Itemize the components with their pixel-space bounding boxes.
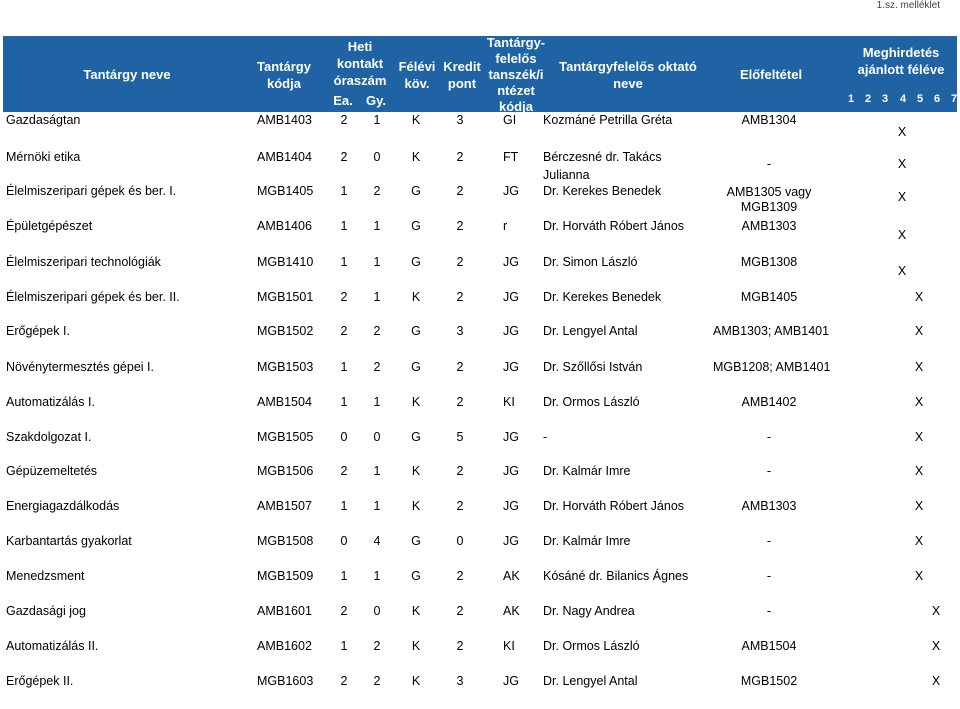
- subject-code: MGB1503: [257, 360, 314, 374]
- prerequisite: -: [766, 534, 772, 548]
- prerequisite: AMB1402: [741, 395, 797, 409]
- prerequisite: -: [766, 430, 772, 444]
- page-note: 1.sz. melléklet: [876, 0, 940, 11]
- department-code: JG: [503, 255, 519, 269]
- prerequisite: AMB1304: [741, 113, 797, 127]
- ea-hours: 0: [340, 430, 348, 444]
- table-row: [3, 182, 957, 214]
- header-weekly-hours-line: óraszám: [333, 73, 387, 88]
- gy-hours: 1: [373, 569, 381, 583]
- table-row: [3, 672, 957, 690]
- department-code: FT: [503, 150, 519, 164]
- teacher-name: Dr. Kalmár Imre: [543, 534, 631, 548]
- term-requirement: G: [411, 534, 421, 548]
- gy-hours: 1: [373, 395, 381, 409]
- ea-hours: 1: [340, 395, 348, 409]
- credit: 3: [456, 324, 464, 338]
- semester-mark: X: [931, 639, 941, 653]
- department-code: JG: [503, 324, 519, 338]
- header-credit-line: pont: [447, 76, 477, 91]
- semester-mark: X: [914, 360, 924, 374]
- subject-code: MGB1502: [257, 324, 314, 338]
- header-ea: Ea.: [333, 93, 353, 108]
- department-code: KI: [503, 639, 515, 653]
- gy-hours: 0: [373, 150, 381, 164]
- header-semester: [841, 44, 960, 78]
- table-row: [3, 602, 957, 620]
- header-department-line: tanszék/i: [488, 67, 544, 82]
- table-row: [3, 148, 957, 182]
- term-requirement: K: [411, 290, 421, 304]
- header-semester-line: Meghirdetés: [862, 45, 940, 60]
- prerequisite: -: [766, 569, 772, 583]
- term-requirement: G: [411, 184, 421, 198]
- teacher-name: Dr. Horváth Róbert János: [543, 219, 685, 233]
- credit: 3: [456, 113, 464, 127]
- term-requirement: K: [411, 464, 421, 478]
- teacher-name: Dr. Ormos László: [543, 639, 640, 653]
- credit: 2: [456, 360, 464, 374]
- semester-3: 3: [881, 93, 889, 105]
- ea-hours: 1: [340, 569, 348, 583]
- ea-hours: 1: [340, 639, 348, 653]
- teacher-name: Dr. Nagy Andrea: [543, 604, 635, 618]
- subject-code: MGB1509: [257, 569, 314, 583]
- semester-mark: X: [914, 290, 924, 304]
- department-code: JG: [503, 290, 519, 304]
- credit: 2: [456, 639, 464, 653]
- subject-name: Automatizálás II.: [6, 639, 99, 653]
- subject-name: Gazdaságtan: [6, 113, 81, 127]
- teacher-name: Dr. Szőllősi István: [543, 360, 643, 374]
- credit: 2: [456, 499, 464, 513]
- semester-mark: X: [914, 430, 924, 444]
- department-code: r: [503, 219, 508, 233]
- semester-mark: X: [897, 157, 907, 171]
- header-semester-line: ajánlott féléve: [857, 62, 945, 77]
- department-code: JG: [503, 534, 519, 548]
- header-teacher-line: neve: [613, 76, 643, 91]
- term-requirement: K: [411, 395, 421, 409]
- subject-code: MGB1405: [257, 184, 314, 198]
- prerequisite: AMB1305 vagy: [726, 185, 812, 199]
- subject-code: MGB1505: [257, 430, 314, 444]
- subject-code: AMB1406: [257, 219, 312, 233]
- subject-name: Erőgépek II.: [6, 674, 74, 688]
- semester-mark: X: [914, 534, 924, 548]
- teacher-name: Dr. Kalmár Imre: [543, 464, 631, 478]
- subject-name: Élelmiszeripari gépek és ber. I.: [6, 184, 177, 198]
- ea-hours: 1: [340, 184, 348, 198]
- gy-hours: 1: [373, 219, 381, 233]
- teacher-name: Kozmáné Petrilla Gréta: [543, 113, 673, 127]
- semester-7: 7: [950, 93, 958, 105]
- subject-name: Erőgépek I.: [6, 324, 70, 338]
- teacher-name: Kósáné dr. Bilanics Ágnes: [543, 569, 689, 583]
- teacher-name: Dr. Lengyel Antal: [543, 324, 638, 338]
- ea-hours: 0: [340, 534, 348, 548]
- term-requirement: G: [411, 255, 421, 269]
- table-row: [3, 393, 957, 411]
- prerequisite: MGB1405: [740, 290, 798, 304]
- gy-hours: 0: [373, 430, 381, 444]
- department-code: AK: [503, 569, 520, 583]
- ea-hours: 2: [340, 464, 348, 478]
- header-department-line: kódja: [499, 99, 533, 114]
- table-row: [3, 111, 957, 129]
- subject-name: Gépüzemeltetés: [6, 464, 98, 478]
- header-term-requirement: [393, 58, 441, 92]
- semester-mark: X: [914, 395, 924, 409]
- teacher-name: Dr. Simon László: [543, 255, 638, 269]
- semester-mark: X: [914, 569, 924, 583]
- teacher-name: Dr. Ormos László: [543, 395, 640, 409]
- credit: 2: [456, 464, 464, 478]
- header-weekly-hours-line: Heti: [347, 39, 373, 54]
- prerequisite: AMB1303: [741, 219, 797, 233]
- semester-mark: X: [897, 264, 907, 278]
- subject-name: Gazdasági jog: [6, 604, 86, 618]
- ea-hours: 2: [340, 324, 348, 338]
- header-department-line: Tantárgy-: [486, 35, 546, 50]
- credit: 0: [456, 534, 464, 548]
- subject-code: MGB1410: [257, 255, 314, 269]
- teacher-name: -: [543, 430, 548, 444]
- teacher-name: Dr. Kerekes Benedek: [543, 290, 662, 304]
- gy-hours: 1: [373, 499, 381, 513]
- subject-code: AMB1403: [257, 113, 312, 127]
- credit: 2: [456, 184, 464, 198]
- table-row: [3, 322, 957, 340]
- gy-hours: 2: [373, 674, 381, 688]
- gy-hours: 2: [373, 360, 381, 374]
- semester-mark: X: [914, 324, 924, 338]
- ea-hours: 2: [340, 113, 348, 127]
- header-gy: Gy.: [366, 93, 386, 108]
- term-requirement: K: [411, 150, 421, 164]
- gy-hours: 2: [373, 324, 381, 338]
- credit: 2: [456, 150, 464, 164]
- term-requirement: G: [411, 324, 421, 338]
- prerequisite: MGB1308: [740, 255, 798, 269]
- ea-hours: 2: [340, 674, 348, 688]
- prerequisite: MGB1502: [740, 674, 798, 688]
- term-requirement: G: [411, 360, 421, 374]
- department-code: JG: [503, 674, 519, 688]
- header-subject-code-line: Tantárgy: [257, 59, 311, 74]
- department-code: JG: [503, 499, 519, 513]
- header-department-line: ntézet: [497, 83, 535, 98]
- subject-name: Mérnöki etika: [6, 150, 81, 164]
- subject-name: Automatizálás I.: [6, 395, 95, 409]
- table-row: [3, 358, 957, 376]
- subject-code: AMB1507: [257, 499, 312, 513]
- header-department: [477, 35, 555, 115]
- term-requirement: G: [411, 430, 421, 444]
- ea-hours: 1: [340, 219, 348, 233]
- credit: 2: [456, 569, 464, 583]
- subject-name: Menedzsment: [6, 569, 85, 583]
- semester-mark: X: [914, 464, 924, 478]
- subject-name: Élelmiszeripari technológiák: [6, 255, 161, 269]
- subject-code: AMB1602: [257, 639, 312, 653]
- credit: 3: [456, 674, 464, 688]
- credit: 2: [456, 255, 464, 269]
- prerequisite: AMB1504: [741, 639, 797, 653]
- header-department-line: felelős: [495, 51, 537, 66]
- teacher-name: Dr. Kerekes Benedek: [543, 184, 662, 198]
- table-row: [3, 497, 957, 515]
- credit: 2: [456, 604, 464, 618]
- subject-code: MGB1501: [257, 290, 314, 304]
- term-requirement: G: [411, 569, 421, 583]
- teacher-name: Dr. Lengyel Antal: [543, 674, 638, 688]
- table-header: [3, 36, 957, 112]
- gy-hours: 0: [373, 604, 381, 618]
- semester-1: 1: [847, 93, 855, 105]
- semester-mark: X: [931, 674, 941, 688]
- table-row: [3, 428, 957, 446]
- ea-hours: 2: [340, 150, 348, 164]
- gy-hours: 1: [373, 255, 381, 269]
- table-row: [3, 532, 957, 550]
- subject-name: Szakdolgozat I.: [6, 430, 92, 444]
- term-requirement: G: [411, 219, 421, 233]
- semester-2: 2: [864, 93, 872, 105]
- subject-name: Energiagazdálkodás: [6, 499, 120, 513]
- subject-code: AMB1504: [257, 395, 312, 409]
- subject-code: MGB1506: [257, 464, 314, 478]
- department-code: JG: [503, 464, 519, 478]
- ea-hours: 1: [340, 255, 348, 269]
- header-teacher: [548, 58, 708, 92]
- table-row: [3, 567, 957, 585]
- header-weekly-hours: [326, 38, 394, 89]
- header-subject-code-line: kódja: [267, 76, 301, 91]
- prerequisite: AMB1303; AMB1401: [713, 324, 830, 338]
- semester-mark: X: [931, 604, 941, 618]
- department-code: AK: [503, 604, 520, 618]
- credit: 2: [456, 290, 464, 304]
- prerequisite: MGB1208; AMB1401: [713, 360, 831, 374]
- header-weekly-hours-line: kontakt: [336, 56, 384, 71]
- credit: 5: [456, 430, 464, 444]
- department-code: JG: [503, 430, 519, 444]
- subject-name: Élelmiszeripari gépek és ber. II.: [6, 290, 180, 304]
- department-code: GI: [503, 113, 517, 127]
- subject-code: AMB1601: [257, 604, 312, 618]
- gy-hours: 4: [373, 534, 381, 548]
- semester-4: 4: [899, 93, 907, 105]
- gy-hours: 1: [373, 464, 381, 478]
- teacher-name: Bérczesné dr. Takács: [543, 150, 662, 164]
- gy-hours: 1: [373, 113, 381, 127]
- semester-mark: X: [914, 499, 924, 513]
- department-code: KI: [503, 395, 515, 409]
- header-term-requirement-line: köv.: [404, 76, 430, 91]
- teacher-name: Dr. Horváth Róbert János: [543, 499, 685, 513]
- ea-hours: 1: [340, 499, 348, 513]
- header-subject-code: [239, 58, 329, 92]
- subject-name: Növénytermesztés gépei I.: [6, 360, 154, 374]
- gy-hours: 1: [373, 290, 381, 304]
- prerequisite: AMB1303: [741, 499, 797, 513]
- term-requirement: K: [411, 499, 421, 513]
- subject-name: Épületgépészet: [6, 219, 93, 233]
- subject-name: Karbantartás gyakorlat: [6, 534, 132, 548]
- term-requirement: K: [411, 113, 421, 127]
- term-requirement: K: [411, 604, 421, 618]
- ea-hours: 1: [340, 360, 348, 374]
- prerequisite: -: [766, 604, 772, 618]
- prerequisite-line2: MGB1309: [740, 200, 798, 214]
- header-credit-line: Kredit: [443, 59, 481, 74]
- subject-code: MGB1603: [257, 674, 314, 688]
- department-code: JG: [503, 184, 519, 198]
- semester-mark: X: [897, 190, 907, 204]
- prerequisite: -: [766, 464, 772, 478]
- semester-mark: X: [897, 125, 907, 139]
- semester-6: 6: [933, 93, 941, 105]
- table-row: [3, 637, 957, 655]
- header-subject-name: Tantárgy neve: [83, 67, 171, 82]
- term-requirement: K: [411, 639, 421, 653]
- header-term-requirement-line: Félévi: [398, 59, 436, 74]
- table-row: [3, 217, 957, 235]
- credit: 2: [456, 395, 464, 409]
- prerequisite: -: [766, 157, 772, 171]
- subject-code: MGB1508: [257, 534, 314, 548]
- table-row: [3, 253, 957, 271]
- gy-hours: 2: [373, 184, 381, 198]
- header-teacher-line: Tantárgyfelelős oktató: [559, 59, 697, 74]
- department-code: JG: [503, 360, 519, 374]
- teacher-name-line2: Julianna: [543, 168, 590, 182]
- semester-5: 5: [916, 93, 924, 105]
- table-row: [3, 288, 957, 306]
- table-row: [3, 462, 957, 480]
- ea-hours: 2: [340, 290, 348, 304]
- semester-mark: X: [897, 228, 907, 242]
- credit: 2: [456, 219, 464, 233]
- gy-hours: 2: [373, 639, 381, 653]
- subject-code: AMB1404: [257, 150, 312, 164]
- ea-hours: 2: [340, 604, 348, 618]
- header-prerequisite: Előfeltétel: [739, 67, 803, 82]
- term-requirement: K: [411, 674, 421, 688]
